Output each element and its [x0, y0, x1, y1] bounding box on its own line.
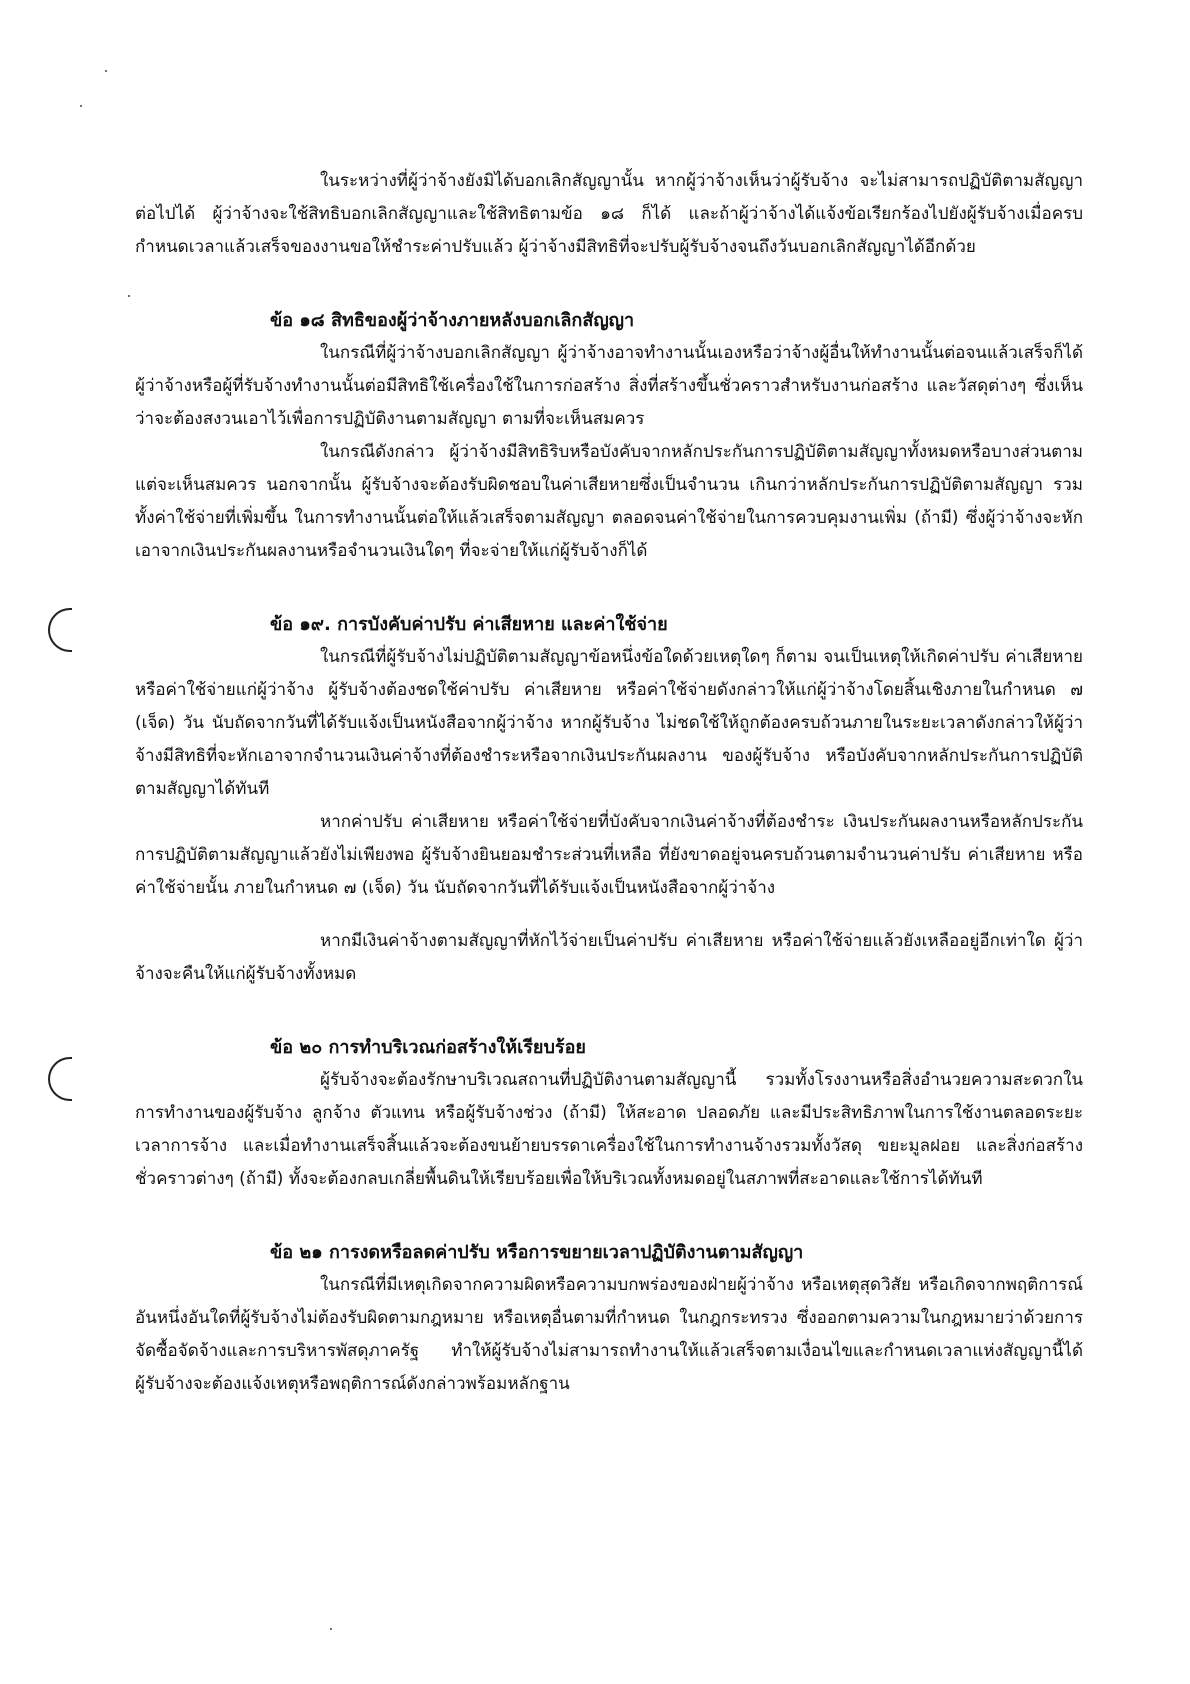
scan-speck: [330, 1628, 332, 1630]
section-20-paragraph: ผู้รับจ้างจะต้องรักษาบริเวณสถานที่ปฏิบัติงานตามสัญญานี้ รวมทั้งโรงงานหรือสิ่งอำนวยความสะดวกในการทำงานของผู้รับจ้าง ลูกจ้าง ตัวแทน หรือผู้รับจ้างช่วง (ถ้ามี) ให้สะอาด ปลอดภัย และมีประสิทธิภาพในการใช้งานตลอดระยะเวลาการจ้าง และเมื่อทำงานเสร็จสิ้นแล้วจะต้องขนย้ายบรรดาเครื่องใช้ในการทำงานจ้างรวมทั้งวัสดุ ขยะมูลฝอย และสิ่งก่อสร้างชั่วคราวต่างๆ (ถ้ามี) ทั้งจะต้องกลบเกลี่ยพื้นดินให้เรียบร้อยเพื่อให้บริเวณทั้งหมดอยู่ในสภาพที่สะอาดและใช้การได้ทันที: [135, 1070, 1083, 1189]
section-18-heading: ข้อ ๑๘ สิทธิของผู้ว่าจ้างภายหลังบอกเลิกสัญญา: [270, 310, 635, 331]
section-19-heading: ข้อ ๑๙. การบังคับค่าปรับ ค่าเสียหาย และค่าใช้จ่าย: [270, 614, 668, 635]
section-19-paragraph: ในกรณีที่ผู้รับจ้างไม่ปฏิบัติตามสัญญาข้อหนึ่งข้อใดด้วยเหตุใดๆ ก็ตาม จนเป็นเหตุให้เกิดค่าปรับ ค่าเสียหาย หรือค่าใช้จ่ายแก่ผู้ว่าจ้าง ผู้รับจ้างต้องชดใช้ค่าปรับ ค่าเสียหาย หรือค่าใช้จ่ายดังกล่าวให้แก่ผู้ว่าจ้างโดยสิ้นเชิงภายในกำหนด ๗ (เจ็ด) วัน นับถัดจากวันที่ได้รับแจ้งเป็นหนังสือจากผู้ว่าจ้าง หากผู้รับจ้าง ไม่ชดใช้ให้ถูกต้องครบถ้วนภายในระยะเวลาดังกล่าวให้ผู้ว่าจ้างมีสิทธิที่จะหักเอาจากจำนวนเงินค่าจ้างที่ต้องชำระหรือจากเงินประกันผลงาน ของผู้รับจ้าง หรือบังคับจากหลักประกันการปฏิบัติตามสัญญาได้ทันที: [135, 647, 1083, 799]
scan-speck: [105, 70, 107, 72]
section-18-paragraph: ในกรณีดังกล่าว ผู้ว่าจ้างมีสิทธิริบหรือบังคับจากหลักประกันการปฏิบัติตามสัญญาทั้งหมดหรือบางส่วนตามแต่จะเห็นสมควร นอกจากนั้น ผู้รับจ้างจะต้องรับผิดชอบในค่าเสียหายซึ่งเป็นจำนวน เกินกว่าหลักประกันการปฏิบัติตามสัญญา รวมทั้งค่าใช้จ่ายที่เพิ่มขึ้น ในการทำงานนั้นต่อให้แล้วเสร็จตามสัญญา ตลอดจนค่าใช้จ่ายในการควบคุมงานเพิ่ม (ถ้ามี) ซึ่งผู้ว่าจ้างจะหัก เอาจากเงินประกันผลงานหรือจำนวนเงินใดๆ ที่จะจ่ายให้แก่ผู้รับจ้างก็ได้: [135, 442, 1083, 561]
scan-speck: [80, 105, 82, 107]
binder-hole-mark: [48, 608, 72, 652]
binder-hole-mark: [48, 1057, 72, 1101]
intro-paragraph: ในระหว่างที่ผู้ว่าจ้างยังมิได้บอกเลิกสัญญานั้น หากผู้ว่าจ้างเห็นว่าผู้รับจ้าง จะไม่สามารถปฏิบัติตามสัญญาต่อไปได้ ผู้ว่าจ้างจะใช้สิทธิบอกเลิกสัญญาและใช้สิทธิตามข้อ ๑๘ ก็ได้ และถ้าผู้ว่าจ้างได้แจ้งข้อเรียกร้องไปยังผู้รับจ้างเมื่อครบกำหนดเวลาแล้วเสร็จของงานขอให้ชำระค่าปรับแล้ว ผู้ว่าจ้างมีสิทธิที่จะปรับผู้รับจ้างจนถึงวันบอกเลิกสัญญาได้อีกด้วย: [135, 171, 1083, 257]
section-19-paragraph: หากค่าปรับ ค่าเสียหาย หรือค่าใช้จ่ายที่บังคับจากเงินค่าจ้างที่ต้องชำระ เงินประกันผลงานหรือหลักประกันการปฏิบัติตามสัญญาแล้วยังไม่เพียงพอ ผู้รับจ้างยินยอมชำระส่วนที่เหลือ ที่ยังขาดอยู่จนครบถ้วนตามจำนวนค่าปรับ ค่าเสียหาย หรือค่าใช้จ่ายนั้น ภายในกำหนด ๗ (เจ็ด) วัน นับถัดจากวันที่ได้รับแจ้งเป็นหนังสือจากผู้ว่าจ้าง: [135, 812, 1083, 898]
section-21-heading: ข้อ ๒๑ การงดหรือลดค่าปรับ หรือการขยายเวลาปฏิบัติงานตามสัญญา: [270, 1242, 804, 1263]
section-21-paragraph: ในกรณีที่มีเหตุเกิดจากความผิดหรือความบกพร่องของฝ่ายผู้ว่าจ้าง หรือเหตุสุดวิสัย หรือเกิดจากพฤติการณ์อันหนึ่งอันใดที่ผู้รับจ้างไม่ต้องรับผิดตามกฎหมาย หรือเหตุอื่นตามที่กำหนด ในกฎกระทรวง ซึ่งออกตามความในกฎหมายว่าด้วยการจัดซื้อจัดจ้างและการบริหารพัสดุภาครัฐ ทำให้ผู้รับจ้างไม่สามารถทำงานให้แล้วเสร็จตามเงื่อนไขและกำหนดเวลาแห่งสัญญานี้ได้ ผู้รับจ้างจะต้องแจ้งเหตุหรือพฤติการณ์ดังกล่าวพร้อมหลักฐาน: [135, 1275, 1083, 1394]
section-20-heading: ข้อ ๒๐ การทำบริเวณก่อสร้างให้เรียบร้อย: [270, 1037, 586, 1058]
section-18-paragraph: ในกรณีที่ผู้ว่าจ้างบอกเลิกสัญญา ผู้ว่าจ้างอาจทำงานนั้นเองหรือว่าจ้างผู้อื่นให้ทำงานนั้นต่อจนแล้วเสร็จก็ได้ ผู้ว่าจ้างหรือผู้ที่รับจ้างทำงานนั้นต่อมีสิทธิใช้เครื่องใช้ในการก่อสร้าง สิ่งที่สร้างขึ้นชั่วคราวสำหรับงานก่อสร้าง และวัสดุต่างๆ ซึ่งเห็นว่าจะต้องสงวนเอาไว้เพื่อการปฏิบัติงานตามสัญญา ตามที่จะเห็นสมควร: [135, 343, 1083, 429]
document-body: [135, 165, 1083, 1401]
scan-speck: [128, 295, 130, 297]
section-19-paragraph: หากมีเงินค่าจ้างตามสัญญาที่หักไว้จ่ายเป็นค่าปรับ ค่าเสียหาย หรือค่าใช้จ่ายแล้วยังเหลืออยู่อีกเท่าใด ผู้ว่าจ้างจะคืนให้แก่ผู้รับจ้างทั้งหมด: [135, 931, 1083, 984]
